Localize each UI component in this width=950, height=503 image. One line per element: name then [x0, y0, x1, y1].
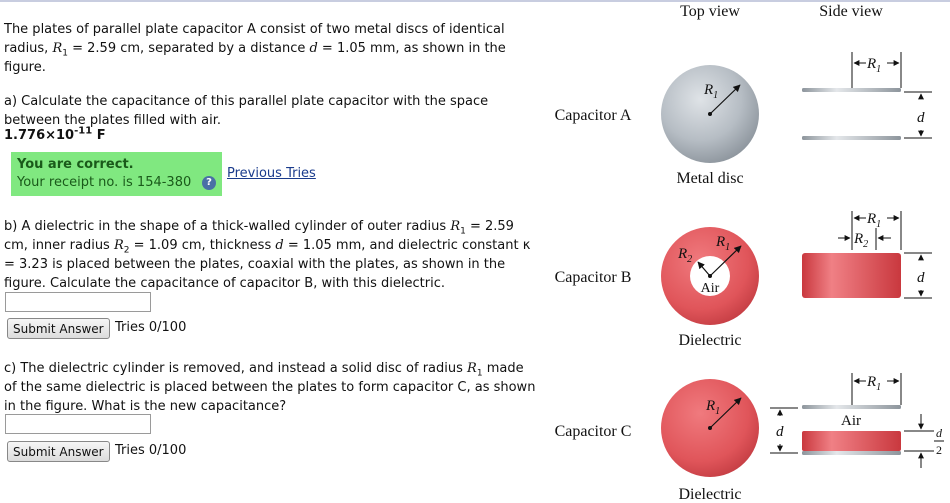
- capacitor-a-label: Capacitor A: [554, 107, 632, 124]
- r1-symbol: R: [467, 361, 477, 376]
- answer-unit: F: [92, 128, 106, 143]
- svg-text:R1: $R_1$: [716, 234, 731, 253]
- r1-label: $R_1$: [704, 82, 719, 101]
- part-b-text-4: = 1.05 mm, and dielectric constant κ = 3.23 is placed between the plates, coaxial with the plates, as shown in the figure. Calculate the capacitance of capacitor B, with this dielectric.: [4, 238, 531, 291]
- metal-disc-label: Metal disc: [676, 170, 744, 187]
- svg-text:R1: $R_1$: [867, 56, 882, 75]
- r1-subscript: 1: [476, 368, 483, 379]
- side-view-header: Side view: [819, 3, 883, 20]
- top-plate: [802, 88, 901, 92]
- r1-subscript: 1: [62, 48, 68, 59]
- svg-text:2: 2: [936, 443, 942, 457]
- dielectric-cylinder: [802, 253, 901, 298]
- air-gap-label: Air: [841, 413, 861, 429]
- tries-counter-c: Tries 0/100: [115, 443, 187, 458]
- answer-input-c[interactable]: [5, 414, 151, 434]
- svg-text:R2: $R_2$: [854, 231, 869, 250]
- capacitor-a-side-view: [802, 52, 932, 140]
- intro-text-mid: = 2.59 cm, separated by a distance: [67, 41, 310, 56]
- svg-text:R1: $R_1$: [867, 211, 882, 230]
- part-c-text-2: made of the same dielectric is placed between the plates to form capacitor C, as shown in the figure. What is the new capacitance?: [4, 361, 536, 414]
- correct-feedback-box: [11, 152, 222, 196]
- svg-text:d: d: [917, 110, 925, 126]
- r1-symbol: R: [52, 41, 63, 56]
- dielectric-label-b: Dielectric: [678, 332, 742, 349]
- question-intro: [4, 20, 539, 77]
- part-b-text-1: b) A dielectric in the shape of a thick-walled cylinder of outer radius: [4, 219, 451, 234]
- answer-exponent: -11: [74, 125, 93, 137]
- top-view-header: Top view: [680, 3, 740, 20]
- answer-input-b[interactable]: [5, 292, 151, 312]
- capacitor-c-top-view: [661, 379, 759, 477]
- intro-text-end: = 1.05 mm, as shown in the figure.: [4, 41, 506, 75]
- part-c-text: [4, 359, 539, 416]
- bottom-plate: [802, 136, 901, 140]
- capacitor-a-top-view: [661, 65, 759, 163]
- part-b-text-3: = 1.09 cm, thickness: [129, 238, 276, 253]
- answer-mantissa: 1.776×10: [4, 128, 75, 143]
- r1-subscript: 1: [460, 226, 466, 237]
- submit-answer-button-c[interactable]: Submit Answer: [7, 441, 110, 462]
- part-b-text-2: = 2.59 cm, inner radius: [4, 219, 514, 253]
- air-label: Air: [700, 281, 720, 296]
- r1-symbol: R: [450, 219, 461, 234]
- capacitor-b-top-view: [661, 227, 759, 325]
- capacitor-b-side-view: [802, 211, 932, 298]
- svg-text:d: d: [936, 426, 942, 440]
- capacitor-c-label: Capacitor C: [554, 423, 632, 440]
- help-icon[interactable]: ?: [202, 176, 216, 190]
- receipt-message: Your receipt no. is 154-380: [17, 175, 192, 190]
- correct-message: You are correct.: [17, 157, 134, 172]
- svg-text:R2: $R_2$: [678, 246, 693, 265]
- svg-text:d: d: [917, 270, 925, 286]
- submitted-answer: [4, 125, 106, 143]
- top-plate: [802, 405, 901, 409]
- part-a-text: a) Calculate the capacitance of this parallel plate capacitor with the space between the plates filled with air.: [4, 94, 489, 128]
- part-b-text: [4, 217, 539, 293]
- svg-text:R1: $R_1$: [867, 374, 882, 393]
- part-c-text-1: c) The dielectric cylinder is removed, and instead a solid disc of radius: [4, 361, 468, 376]
- svg-text:d: d: [776, 424, 784, 440]
- r2-symbol: R: [113, 238, 124, 253]
- dielectric-label-c: Dielectric: [678, 486, 742, 503]
- previous-tries-link[interactable]: Previous Tries: [227, 166, 316, 181]
- intro-text: The plates of parallel plate capacitor A consist of two metal discs of identical radius,: [4, 22, 505, 56]
- tries-counter-b: Tries 0/100: [115, 320, 187, 335]
- submit-answer-button-b[interactable]: Submit Answer: [7, 318, 110, 339]
- d-symbol: d: [309, 41, 318, 56]
- capacitor-figure: [540, 0, 950, 503]
- capacitor-b-label: Capacitor B: [554, 269, 632, 286]
- d-symbol: d: [275, 238, 284, 253]
- bottom-plate: [802, 451, 901, 455]
- dielectric-slab: [802, 431, 901, 451]
- r2-subscript: 2: [123, 245, 130, 256]
- svg-text:R1: $R_1$: [706, 398, 721, 417]
- capacitor-c-side-view: [770, 373, 944, 468]
